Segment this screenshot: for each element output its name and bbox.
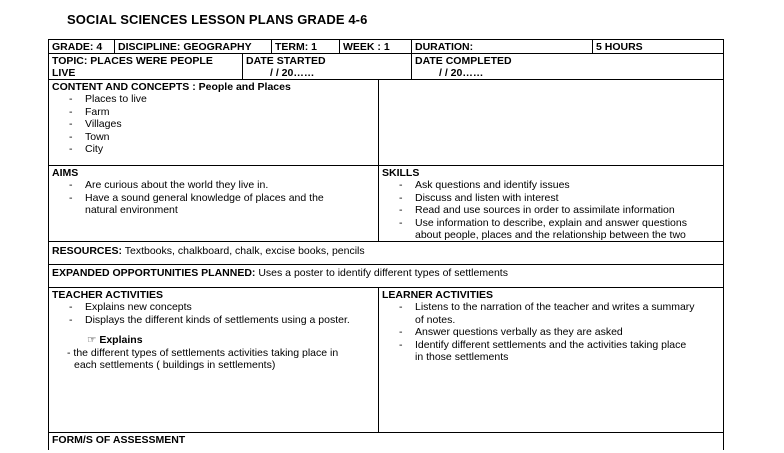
aims-cell [49,166,379,241]
list-item: - Read and use sources in order to assimilate information [382,204,720,217]
topic-line-2: LIVE [52,67,76,79]
duration-value-cell: 5 HOURS [596,41,643,53]
content-empty-cell [379,80,723,165]
term-cell: TERM: 1 [272,40,340,53]
list-item: - Are curious about the world they live in. [52,179,375,192]
page-title: SOCIAL SCIENCES LESSON PLANS GRADE 4-6 [67,12,368,27]
list-item: - Farm [52,106,375,119]
list-item: - Places to live [52,93,375,106]
list-item: - Discuss and listen with interest [382,192,720,205]
expanded-cell [49,265,723,287]
topic-cell [49,54,243,79]
topic-row [49,54,723,80]
list-item: - Listens to the narration of the teacher and writes a summary [382,301,720,314]
skills-cell [379,166,723,241]
resources-row [49,242,723,265]
date-completed-value: / / 20…… [439,67,484,79]
expanded-row [49,265,723,288]
expanded-label: EXPANDED OPPORTUNITIES PLANNED: [52,267,256,279]
list-item: - Answer questions verbally as they are asked [382,326,720,339]
learner-list [382,301,720,364]
date-started-cell [243,54,412,79]
content-row [49,80,723,166]
pointing-hand-icon: ☞ [87,334,97,347]
list-item: - Town [52,131,375,144]
grade-cell: GRADE: 4 [49,40,115,53]
teacher-list [52,301,375,326]
activities-row [49,288,723,433]
skills-heading: SKILLS [382,167,420,179]
aims-list [52,179,375,217]
resources-cell [49,242,723,264]
explains-line [52,334,375,347]
aims-skills-row [49,166,723,242]
explains-text-1: - the different types of settlements activities taking place in [67,346,339,359]
list-item: - Displays the different kinds of settlements using a poster. [52,314,375,327]
teacher-heading: TEACHER ACTIVITIES [52,289,164,301]
content-cell [49,80,379,165]
list-item: - Identify different settlements and the activities taking place [382,339,720,352]
discipline-cell: DISCIPLINE: GEOGRAPHY [115,40,272,53]
learner-cell [379,288,723,432]
date-completed-cell [412,54,723,79]
resources-label: RESOURCES: [52,245,123,257]
skills-list [382,179,720,242]
resources-text: Textbooks, chalkboard, chalk, excise books, pencils [124,245,365,257]
assessment-heading: FORM/S OF ASSESSMENT [52,434,186,446]
content-heading: CONTENT AND CONCEPTS : People and Places [52,81,291,93]
date-started-value: / / 20…… [270,67,315,79]
content-list [52,93,375,156]
assessment-row [49,433,723,453]
list-item-continuation: of notes. [415,313,456,326]
list-item-continuation: in those settlements [415,351,509,364]
lesson-plan-table [48,39,724,450]
teacher-cell [49,288,379,432]
list-item: - Ask questions and identify issues [382,179,720,192]
aims-heading: AIMS [52,167,79,179]
duration-label-cell: DURATION: [412,40,593,53]
explains-label: Explains [99,334,143,347]
list-item: - Use information to describe, explain and answer questions [382,217,720,230]
explains-text-2: each settlements ( buildings in settlements) [74,359,276,372]
learner-heading: LEARNER ACTIVITIES [382,289,494,301]
date-started-label: DATE STARTED [246,55,326,67]
header-row [49,40,723,54]
list-item: - City [52,143,375,156]
list-item: - Explains new concepts [52,301,375,314]
list-item: - Villages [52,118,375,131]
expanded-text: Uses a poster to identify different types of settlements [258,267,508,279]
topic-line-1: TOPIC: PLACES WERE PEOPLE [52,55,213,67]
list-item: - Have a sound general knowledge of places and the [52,192,375,205]
week-cell: WEEK : 1 [340,40,412,53]
list-item-continuation: about people, places and the relationship between the two [415,229,686,242]
list-item-continuation: natural environment [85,204,178,217]
date-completed-label: DATE COMPLETED [415,55,512,67]
